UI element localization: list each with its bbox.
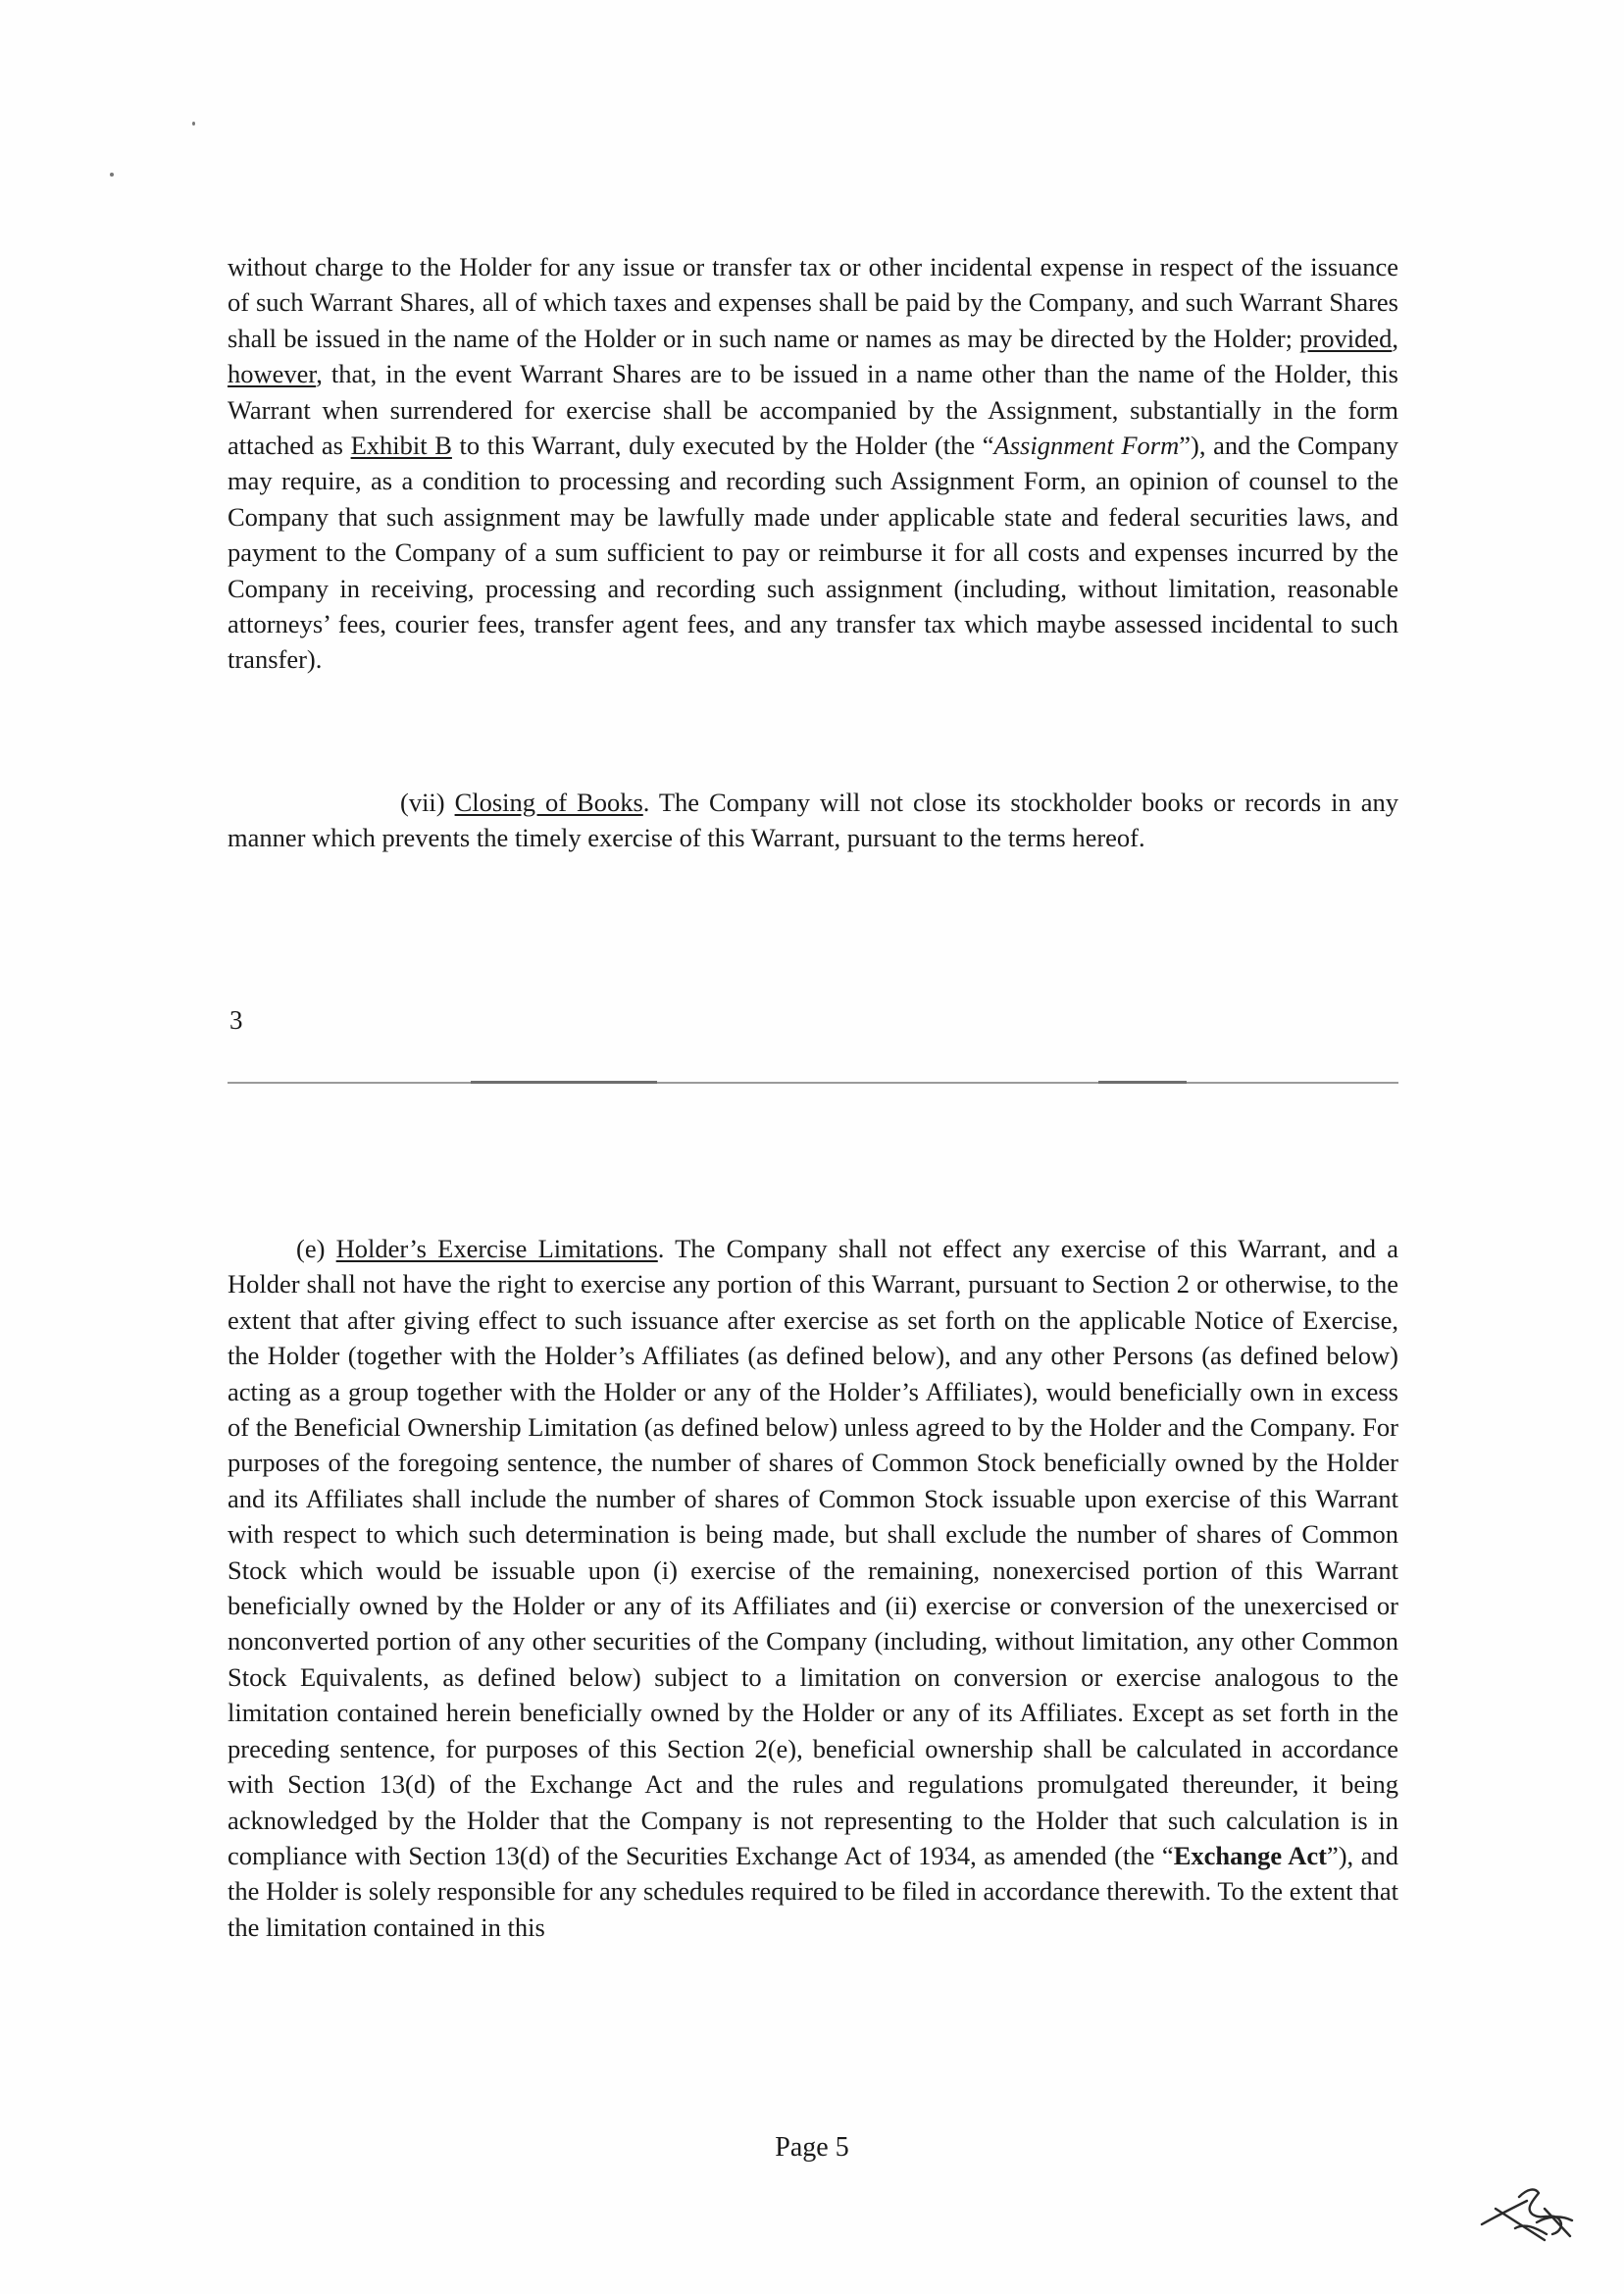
exchange-act-term: Exchange Act [1173, 1840, 1327, 1870]
paragraph-text: . The Company will not close its stockholder books or records in any manner which prevents the timely exercise of this Warrant, pursuant to the terms hereof. [228, 788, 1399, 853]
paragraph-exercise-limitations [228, 1231, 1398, 1945]
paragraph-text: , that, in the event Warrant Shares are to be issued in a name other than the name of the Holder, this Warrant when surrendered for exercise shall be accompanied by the Assignment, substantially in the form attached as [228, 359, 1398, 461]
assignment-form-term: Assignment Form [993, 431, 1180, 461]
paragraph-text: . The Company shall not effect any exercise of this Warrant, and a Holder shall not have the right to exercise any portion of this Warrant, pursuant to Section 2 or otherwise, to the extent that after giving effect to such issuance after exercise as set forth on the applicable Notice of Exercise, the Holder (together with the Holder’s Affiliates (as defined below), and any other Persons (as defined below) acting as a group together with the Holder or any of the Holder’s Affiliates), would beneficially own in excess of the Beneficial Ownership Limitation (as defined below) unless agreed to by the Holder and the Company. For purposes of the foregoing sentence, the number of shares of Common Stock beneficially owned by the Holder and its Affiliates shall include the number of shares of Common Stock issuable upon exercise of this Warrant with respect to which such determination is being made, but shall exclude the number of shares of Common Stock which would be issuable upon (i) exercise of the remaining, nonexercised portion of this Warrant beneficially owned by the Holder or any of its Affiliates and (ii) exercise or conversion of the unexercised or nonconverted portion of any other securities of the Company (including, without limitation, any other Common Stock Equivalents, as defined below) subject to a limitation on conversion or exercise analogous to the limitation contained herein beneficially owned by the Holder or any of its Affiliates. Except as set forth in the preceding sentence, for purposes of this Section 2(e), beneficial ownership shall be calculated in accordance with Section 13(d) of the Exchange Act and the rules and regulations promulgated thereunder, it being acknowledged by the Holder that the Company is not representing to the Holder that such calculation is in compliance with Section 13(d) of the Securities Exchange Act of 1934, as amended (the “ [228, 1234, 1398, 1870]
provided-term: provided [1299, 323, 1393, 353]
handwritten-initials-mark [1476, 2179, 1584, 2248]
section-heading: Holder’s Exercise Limitations [335, 1234, 658, 1263]
paragraph-closing-of-books [228, 785, 1398, 856]
paragraph-text: , [1392, 323, 1398, 353]
section-number: (e) [296, 1234, 336, 1263]
however-term: however [228, 359, 317, 389]
paragraph-text: without charge to the Holder for any issue or transfer tax or other incidental expense in respect of the issuance of such Warrant Shares, all of which taxes and expenses shall be paid by the Company, and such Warrant Shares shall be issued in the name of the Holder or in such name or names as may be directed by the Holder; [228, 252, 1398, 353]
page-footer: Page 5 [775, 2132, 849, 2163]
section-heading: Closing of Books [454, 788, 643, 817]
paragraph-text: ”), and the Company may require, as a condition to processing and recording such Assignment Form, an opinion of counsel to the Company that such assignment may be lawfully made under applicable state and federal securities laws, and payment to the Company of a sum sufficient to pay or reimburse it for all costs and expenses incurred by the Company in receiving, processing and recording such assignment (including, without limitation, reasonable attorneys’ fees, courier fees, transfer agent fees, and any transfer tax which maybe assessed incidental to such transfer). [228, 431, 1399, 675]
paragraph-assignment [228, 249, 1398, 678]
paragraph-text: to this Warrant, duly executed by the Holder (the “ [451, 431, 994, 461]
scan-speck [110, 173, 114, 177]
paragraph-text: ”), and the Holder is solely responsible for any schedules required to be filed in accordance therewith. To the extent that the limitation contained in this [228, 1840, 1398, 1942]
page-divider-segment [1098, 1081, 1187, 1084]
scan-speck [192, 122, 195, 126]
exhibit-reference: Exhibit B [350, 431, 452, 461]
section-number: (vii) [400, 788, 455, 817]
inner-page-number: 3 [229, 1005, 243, 1035]
page-divider-segment [471, 1081, 657, 1084]
page-divider [228, 1082, 1398, 1084]
